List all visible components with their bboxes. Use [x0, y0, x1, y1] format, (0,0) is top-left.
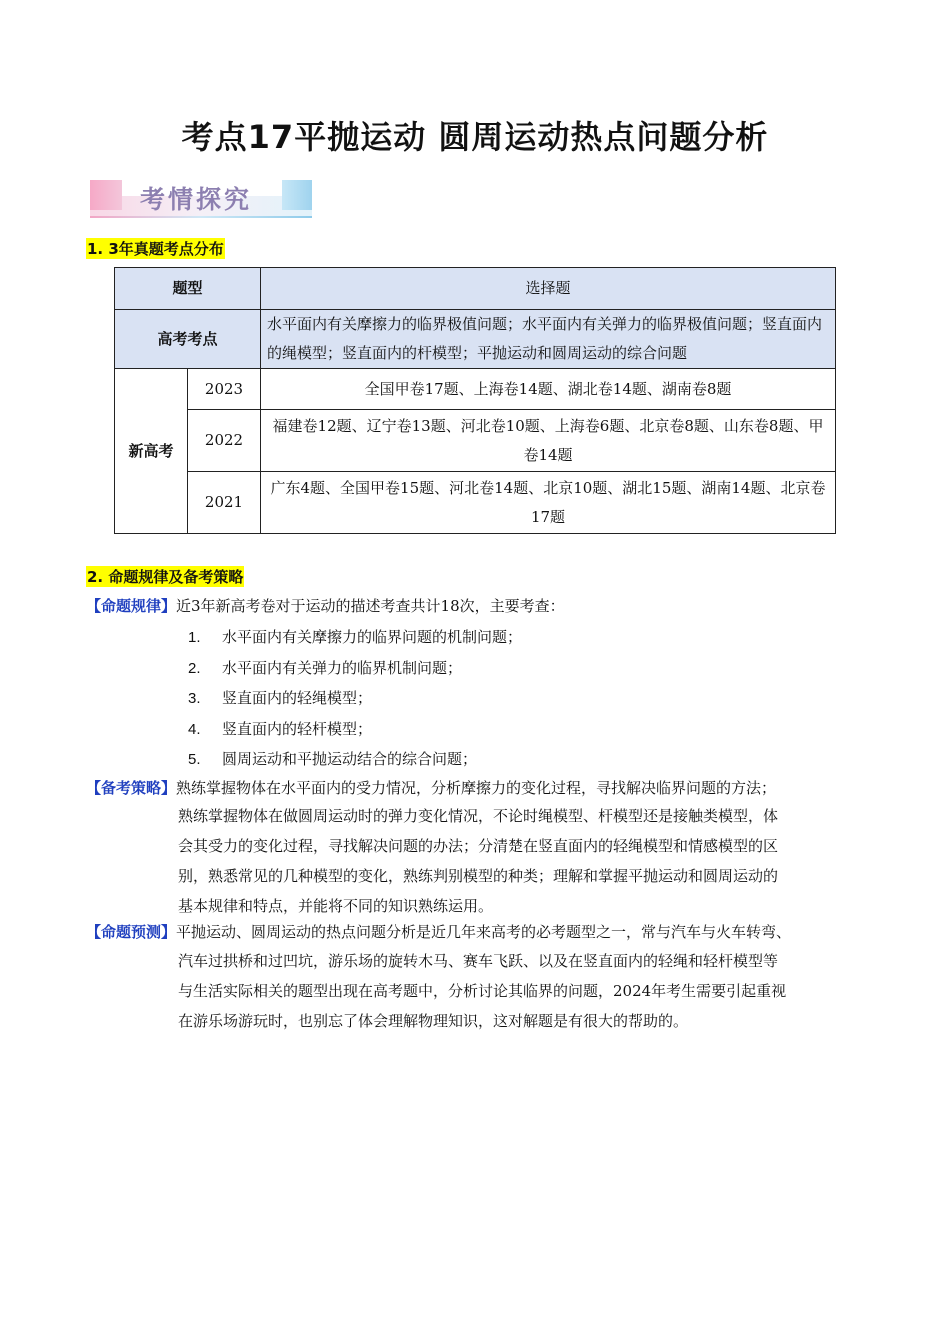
list-number: 1.	[188, 629, 201, 646]
type-value-cell: 选择题	[261, 268, 836, 310]
prediction-line: 与生活实际相关的题型出现在高考题中，分析讨论其临界的问题，2024年考生需要引起重视	[178, 982, 787, 1000]
list-item	[188, 622, 522, 653]
list-number: 2.	[188, 659, 201, 677]
items-cell: 全国甲卷17题、上海卷14题、湖北卷14题、湖南卷8题	[261, 369, 836, 410]
section-1-heading: 1. 3年真题考点分布	[87, 240, 224, 258]
rule-intro: 近3年新高考卷对于运动的描述考查共计18次，主要考查：	[176, 597, 565, 615]
page-title: 考点17平抛运动 圆周运动热点问题分析	[181, 118, 769, 156]
strategy-line: 熟练掌握物体在做圆周运动时的弹力变化情况，不论时绳模型、杆模型还是接触类模型，体	[178, 807, 779, 825]
strategy-tag: 【备考策略】	[86, 779, 177, 797]
banner-underline	[90, 216, 312, 218]
list-text: 竖直面内的轻绳模型；	[222, 689, 373, 708]
prediction-body	[178, 946, 878, 1036]
items-cell: 福建卷12题、辽宁卷13题、河北卷10题、上海卷6题、北京卷8题、山东卷8题、甲卷14题	[261, 410, 836, 472]
list-item	[188, 683, 522, 714]
group-label-cell: 新高考	[115, 369, 188, 534]
table-row	[115, 410, 836, 472]
items-cell: 广东4题、全国甲卷15题、河北卷14题、北京10题、湖北15题、湖南14题、北京卷17题	[261, 472, 836, 534]
prediction-line: 汽车过拱桥和过凹坑，游乐场的旋转木马、赛车飞跃、以及在竖直面内的轻绳和轻杆模型等	[178, 952, 779, 970]
table-row	[115, 268, 836, 310]
list-text: 水平面内有关弹力的临界机制问题；	[222, 658, 463, 677]
points-label-cell: 高考考点	[115, 310, 261, 369]
list-text: 水平面内有关摩擦力的临界问题的机制问题；	[222, 628, 523, 646]
list-number: 5.	[188, 751, 201, 769]
type-label-cell: 题型	[115, 268, 261, 310]
strategy-line: 熟练掌握物体在水平面内的受力情况，分析摩擦力的变化过程，寻找解决临界问题的方法；	[176, 779, 777, 797]
banner-right-block	[282, 180, 312, 210]
rule-tag: 【命题规律】	[86, 597, 177, 615]
section-banner	[90, 178, 312, 222]
strategy-line: 基本规律和特点，并能将不同的知识熟练运用。	[178, 897, 494, 915]
section-2-heading: 2. 命题规律及备考策略	[87, 568, 244, 586]
year-cell: 2022	[188, 410, 261, 472]
list-text: 竖直面内的轻杆模型；	[222, 719, 373, 738]
list-number: 3.	[188, 690, 201, 708]
strategy-line: 会其受力的变化过程，寻找解决问题的办法；分清楚在竖直面内的轻绳模型和情感模型的区	[178, 837, 779, 855]
list-text: 圆周运动和平抛运动结合的综合问题；	[222, 750, 478, 769]
strategy-line: 别，熟悉常见的几种模型的变化，熟练判别模型的种类；理解和掌握平抛运动和圆周运动的	[178, 867, 779, 885]
list-item	[188, 744, 522, 775]
strategy-first-line	[86, 773, 886, 803]
prediction-tag: 【命题预测】	[86, 923, 177, 941]
table-row	[115, 310, 836, 369]
list-number: 4.	[188, 720, 201, 738]
rule-list	[188, 622, 522, 775]
rule-paragraph	[86, 591, 886, 621]
table-row	[115, 369, 836, 410]
list-item	[188, 714, 522, 745]
strategy-body	[178, 801, 878, 921]
banner-left-block	[90, 180, 122, 210]
prediction-line: 平抛运动、圆周运动的热点问题分析是近几年来高考的必考题型之一，常与汽车与火车转弯、	[176, 923, 792, 941]
points-value-cell: 水平面内有关摩擦力的临界极值问题；水平面内有关弹力的临界极值问题；竖直面内的绳模型；竖直面内的杆模型；平抛运动和圆周运动的综合问题	[261, 310, 836, 369]
year-cell: 2021	[188, 472, 261, 534]
year-cell: 2023	[188, 369, 261, 410]
prediction-line: 在游乐场游玩时，也别忘了体会理解物理知识，这对解题是有很大的帮助的。	[178, 1012, 689, 1030]
table-row	[115, 472, 836, 534]
exam-distribution-table	[114, 267, 836, 534]
prediction-first-line	[86, 917, 886, 947]
list-item	[188, 653, 522, 684]
banner-label: 考情探究	[140, 185, 253, 214]
